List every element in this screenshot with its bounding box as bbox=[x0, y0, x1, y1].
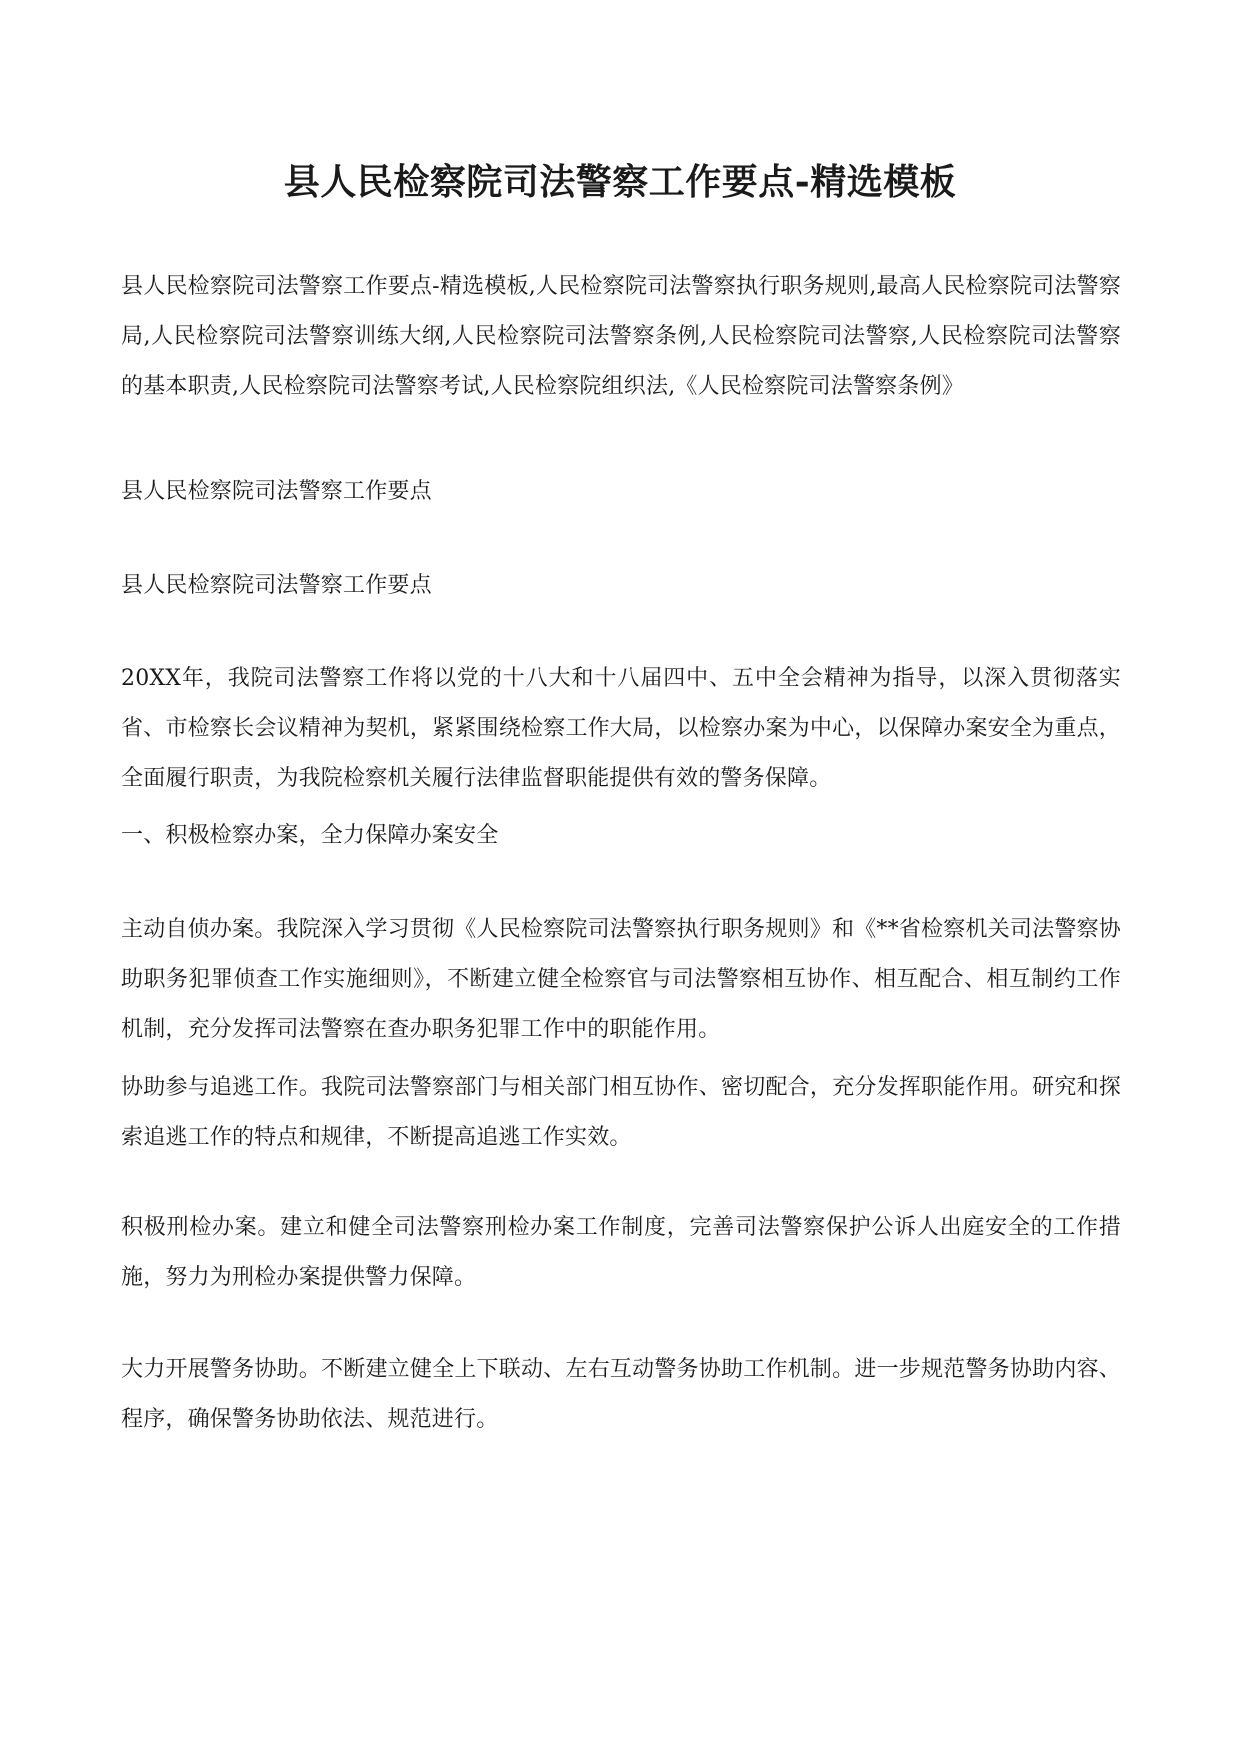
intro-paragraph: 20XX年，我院司法警察工作将以党的十八大和十八届四中、五中全会精神为指导，以深入贯彻落实省、市检察长会议精神为契机，紧紧围绕检察工作大局，以检察办案为中心，以保障办案安全为重点，全面履行职责，为我院检察机关履行法律监督职能提供有效的警务保障。 bbox=[121, 666, 1121, 791]
section-1-paragraph-2: 协助参与追逃工作。我院司法警察部门与相关部门相互协作、密切配合，充分发挥职能作用。研究和探索追逃工作的特点和规律，不断提高追逃工作实效。 bbox=[121, 1075, 1121, 1150]
subtitle-1: 县人民检察院司法警察工作要点 bbox=[121, 479, 432, 504]
section-1-paragraph-4: 大力开展警务协助。不断建立健全上下联动、左右互动警务协助工作机制。进一步规范警务协助内容、程序，确保警务协助依法、规范进行。 bbox=[121, 1357, 1121, 1432]
subtitle-2: 县人民检察院司法警察工作要点 bbox=[121, 573, 432, 598]
document-title: 县人民检察院司法警察工作要点-精选模板 bbox=[283, 161, 957, 203]
section-1-heading: 一、积极检察办案，全力保障办案安全 bbox=[121, 823, 499, 848]
section-1-paragraph-1: 主动自侦办案。我院深入学习贯彻《人民检察院司法警察执行职务规则》和《**省检察机关司法警察协助职务犯罪侦查工作实施细则》，不断建立健全检察官与司法警察相互协作、相互配合、相互制约工作机制，充分发挥司法警察在查办职务犯罪工作中的职能作用。 bbox=[121, 917, 1121, 1042]
section-1-paragraph-3: 积极刑检办案。建立和健全司法警察刑检办案工作制度，完善司法警察保护公诉人出庭安全的工作措施，努力为刑检办案提供警力保障。 bbox=[121, 1215, 1121, 1290]
keywords-paragraph: 县人民检察院司法警察工作要点-精选模板,人民检察院司法警察执行职务规则,最高人民检察院司法警察局,人民检察院司法警察训练大纲,人民检察院司法警察条例,人民检察院司法警察,人民检察院司法警察的基本职责,人民检察院司法警察考试,人民检察院组织法,《人民检察院司法警察条例》 bbox=[121, 274, 1121, 399]
